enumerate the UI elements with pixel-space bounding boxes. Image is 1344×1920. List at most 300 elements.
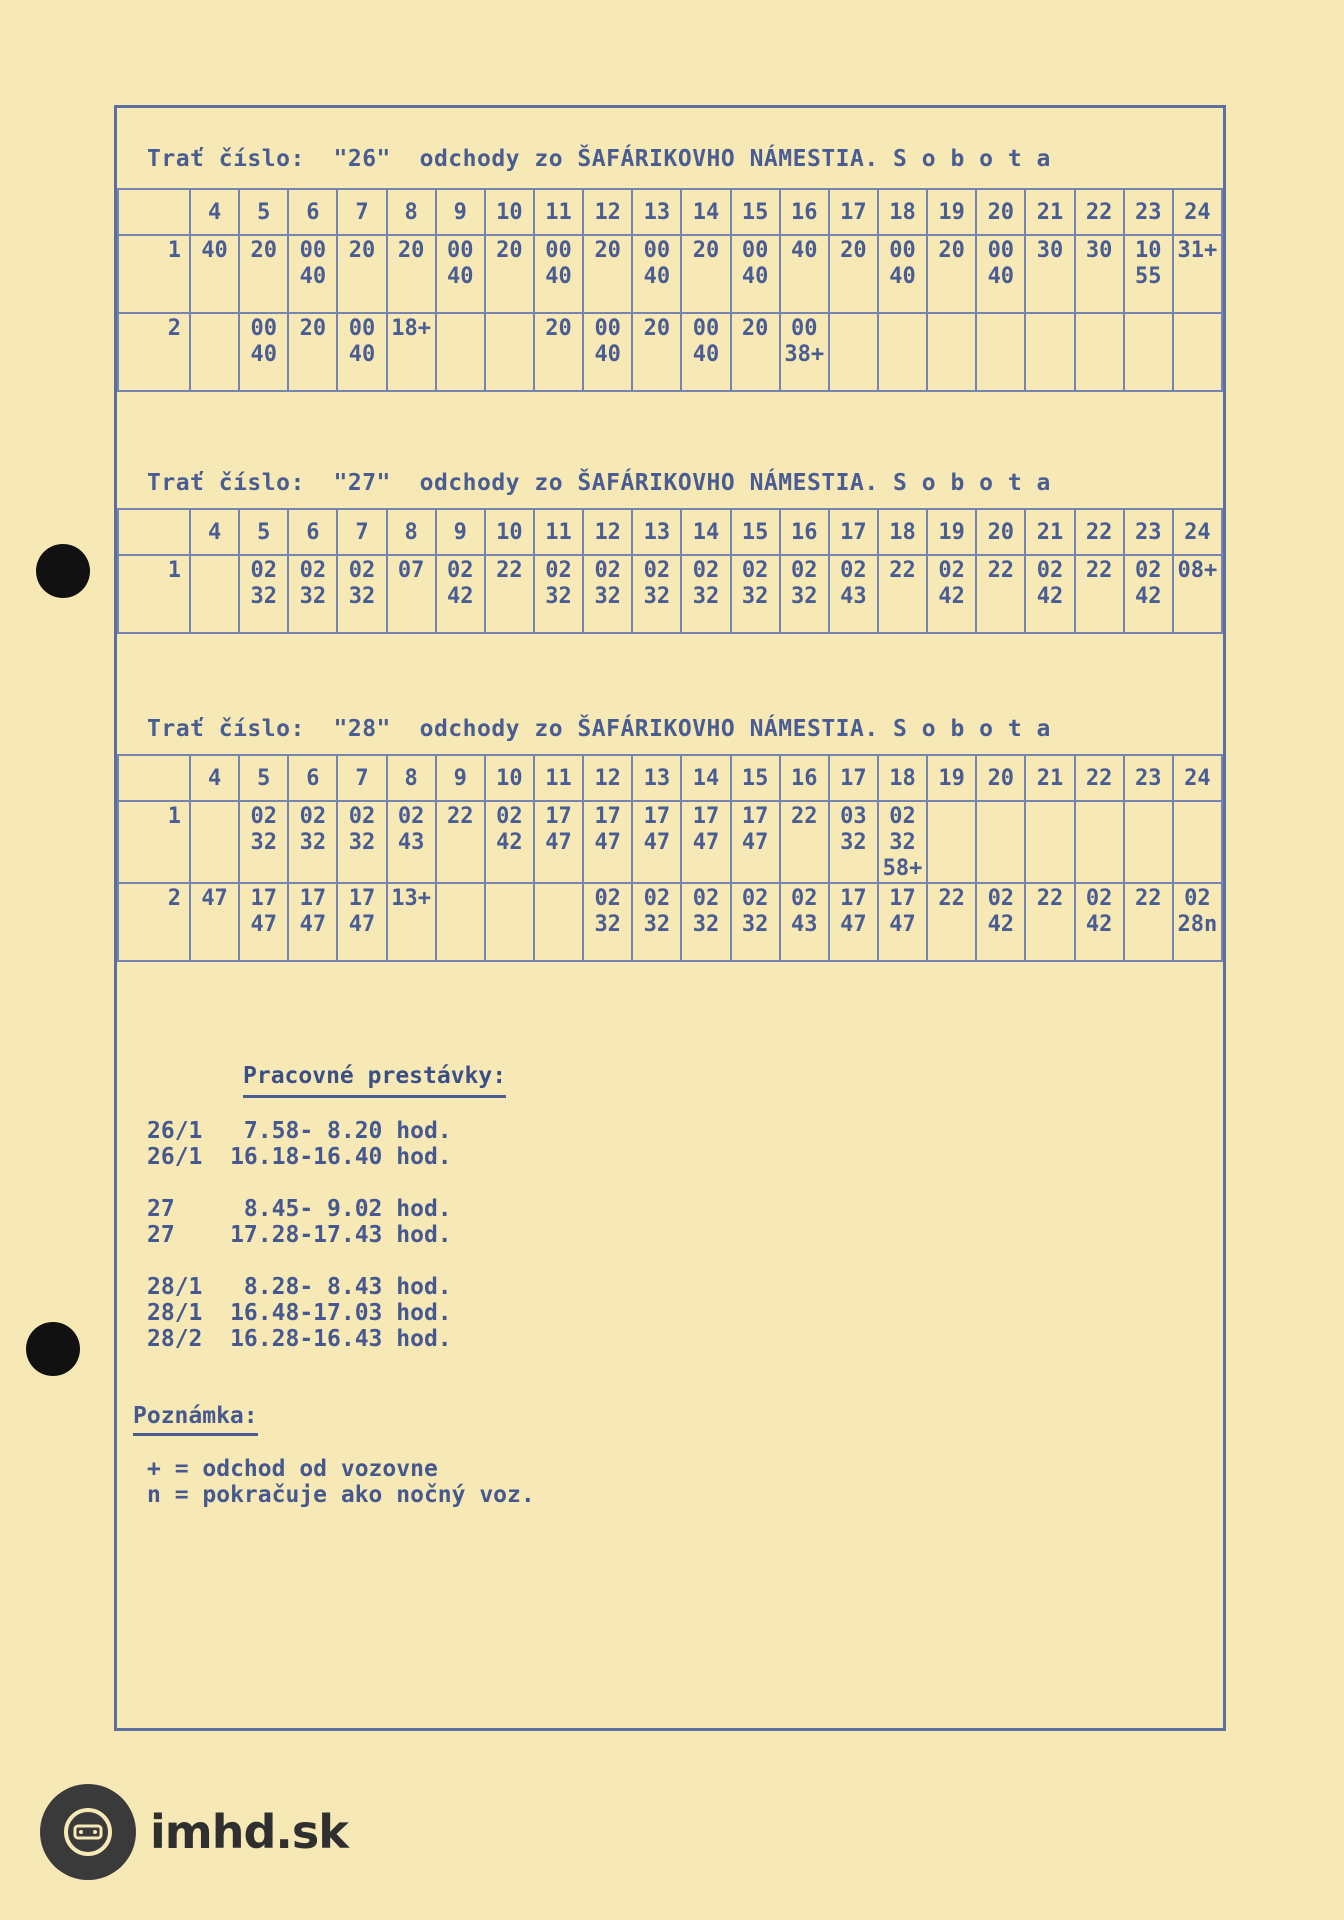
departure-cell xyxy=(927,313,976,391)
departure-minute: 00 xyxy=(643,238,671,263)
departure-cell xyxy=(1075,235,1124,313)
departure-minute: 17 xyxy=(889,886,916,911)
departure-minute: 32 xyxy=(594,912,621,937)
hour-header: 22 xyxy=(1075,189,1124,235)
departure-minute: 02 xyxy=(250,804,277,829)
departure-minute: 22 xyxy=(447,804,474,829)
departure-minute: 32 xyxy=(692,912,720,937)
hour-header: 6 xyxy=(288,509,337,555)
breaks-heading: Pracovné prestávky: xyxy=(243,1063,506,1098)
departure-minute: 40 xyxy=(348,342,376,367)
departure-cell xyxy=(1173,801,1222,883)
hour-header: 23 xyxy=(1124,189,1173,235)
departure-cell xyxy=(534,235,583,313)
departure-cell xyxy=(436,883,485,961)
departure-cell xyxy=(829,313,878,391)
departure-cell xyxy=(632,883,681,961)
hour-header: 5 xyxy=(239,189,288,235)
departure-cell xyxy=(1075,801,1124,883)
departure-minute: 02 xyxy=(250,558,277,583)
hour-header: 15 xyxy=(731,189,780,235)
departure-minute: 30 xyxy=(1036,238,1064,263)
departure-cell xyxy=(1124,313,1173,391)
departure-cell xyxy=(485,555,534,633)
hour-header: 21 xyxy=(1025,755,1074,801)
hour-header: 16 xyxy=(780,509,829,555)
hour-header: 24 xyxy=(1173,755,1222,801)
departure-cell xyxy=(632,313,681,391)
departure-minute: 32 xyxy=(643,584,671,609)
departure-minute: 02 xyxy=(299,558,327,583)
departure-cell xyxy=(190,883,239,961)
hour-header: 22 xyxy=(1075,509,1124,555)
departure-minute: 28n xyxy=(1177,912,1218,937)
departure-minute: 47 xyxy=(643,830,671,855)
departure-minute: 32 xyxy=(741,584,769,609)
departure-minute: 47 xyxy=(250,912,277,937)
departure-minute: 40 xyxy=(250,342,277,367)
departure-cell xyxy=(337,313,386,391)
departure-minute: 40 xyxy=(791,238,818,263)
hour-header: 22 xyxy=(1075,755,1124,801)
departure-minute: 02 xyxy=(643,886,671,911)
departure-cell xyxy=(387,555,436,633)
hour-header: 18 xyxy=(878,189,927,235)
hour-header: 19 xyxy=(927,755,976,801)
departure-minute: 02 xyxy=(496,804,523,829)
departure-minute: 40 xyxy=(594,342,621,367)
hour-header: 15 xyxy=(731,755,780,801)
hour-header: 6 xyxy=(288,755,337,801)
departure-cell xyxy=(387,313,436,391)
departure-minute: 00 xyxy=(348,316,376,341)
departure-cell xyxy=(583,801,632,883)
route-26-table xyxy=(117,188,1223,392)
departure-cell xyxy=(976,313,1025,391)
departure-minute: 20 xyxy=(545,316,572,341)
hour-header: 4 xyxy=(190,189,239,235)
departure-minute: 22 xyxy=(889,558,916,583)
departure-minute: 07 xyxy=(397,558,425,583)
departure-minute: 47 xyxy=(348,912,376,937)
header-corner xyxy=(118,189,190,235)
hour-header: 14 xyxy=(681,509,730,555)
bus-pin-icon xyxy=(40,1784,136,1880)
departure-cell xyxy=(731,883,780,961)
row-label: 1 xyxy=(118,235,190,313)
departure-cell xyxy=(731,313,780,391)
departure-minute: 02 xyxy=(348,804,376,829)
departure-cell xyxy=(829,883,878,961)
table-row xyxy=(118,801,1222,883)
departure-minute: 40 xyxy=(545,264,572,289)
departure-cell xyxy=(534,801,583,883)
departure-cell xyxy=(485,313,534,391)
departure-minute: 02 xyxy=(741,886,769,911)
hour-header: 16 xyxy=(780,189,829,235)
departure-minute: 02 xyxy=(692,558,720,583)
departure-minute: 17 xyxy=(299,886,327,911)
hour-header: 7 xyxy=(337,755,386,801)
hour-header: 10 xyxy=(485,755,534,801)
break-row: 27 17.28-17.43 hod. xyxy=(147,1222,452,1248)
hour-header: 13 xyxy=(632,755,681,801)
departure-minute: 03 xyxy=(840,804,867,829)
departure-minute: 32 xyxy=(889,830,916,855)
departure-minute: 02 xyxy=(299,804,327,829)
departure-cell xyxy=(927,883,976,961)
departure-cell xyxy=(239,313,288,391)
departure-minute: 40 xyxy=(889,264,916,289)
row-label: 2 xyxy=(118,313,190,391)
departure-minute: 32 xyxy=(791,584,818,609)
hour-header: 5 xyxy=(239,509,288,555)
departure-cell xyxy=(878,883,927,961)
hour-header: 18 xyxy=(878,509,927,555)
hour-header: 17 xyxy=(829,189,878,235)
hour-header: 11 xyxy=(534,509,583,555)
departure-cell xyxy=(337,883,386,961)
punch-hole-top xyxy=(36,544,90,598)
hour-header: 11 xyxy=(534,189,583,235)
route-28-table xyxy=(117,754,1223,962)
departure-minute: 17 xyxy=(594,804,621,829)
departure-cell xyxy=(337,555,386,633)
departure-cell xyxy=(927,555,976,633)
departure-cell xyxy=(337,801,386,883)
departure-minute: 02 xyxy=(397,804,425,829)
departure-minute: 02 xyxy=(1134,558,1162,583)
hour-header-row xyxy=(118,189,1222,235)
departure-cell xyxy=(387,883,436,961)
departure-cell xyxy=(878,555,927,633)
departure-minute: 18+ xyxy=(391,316,431,341)
departure-minute: 55 xyxy=(1134,264,1162,289)
departure-minute: 42 xyxy=(1036,584,1064,609)
departure-minute: 32 xyxy=(545,584,572,609)
hour-header: 12 xyxy=(583,509,632,555)
departure-minute: 02 xyxy=(938,558,965,583)
departure-cell xyxy=(1173,555,1222,633)
departure-minute: 47 xyxy=(299,912,327,937)
departure-minute: 47 xyxy=(840,912,867,937)
departure-minute: 40 xyxy=(299,264,327,289)
break-row: 28/2 16.28-16.43 hod. xyxy=(147,1326,452,1352)
departure-minute: 32 xyxy=(299,584,327,609)
departure-cell xyxy=(878,235,927,313)
departure-minute: 17 xyxy=(348,886,376,911)
departure-cell xyxy=(387,801,436,883)
departure-cell xyxy=(681,801,730,883)
departure-minute: 13+ xyxy=(391,886,431,911)
departure-minute: 22 xyxy=(1036,886,1064,911)
departure-minute: 47 xyxy=(741,830,769,855)
departure-minute: 42 xyxy=(938,584,965,609)
departure-minute: 17 xyxy=(692,804,720,829)
hour-header: 20 xyxy=(976,509,1025,555)
departure-minute: 32 xyxy=(840,830,867,855)
departure-cell xyxy=(780,555,829,633)
departure-minute: 00 xyxy=(741,238,769,263)
departure-minute: 43 xyxy=(791,912,818,937)
departure-cell xyxy=(632,235,681,313)
departure-minute: 02 xyxy=(594,886,621,911)
departure-minute: 17 xyxy=(250,886,277,911)
hour-header: 19 xyxy=(927,509,976,555)
departure-minute: 32 xyxy=(348,830,376,855)
departure-minute: 00 xyxy=(889,238,916,263)
departure-cell xyxy=(190,313,239,391)
departure-minute: 00 xyxy=(545,238,572,263)
break-row: 27 8.45- 9.02 hod. xyxy=(147,1196,452,1222)
hour-header: 17 xyxy=(829,755,878,801)
departure-minute: 20 xyxy=(496,238,523,263)
departure-cell xyxy=(632,801,681,883)
departure-cell xyxy=(288,555,337,633)
departure-minute: 02 xyxy=(791,558,818,583)
logo-text: imhd.sk xyxy=(150,1805,348,1859)
hour-header: 20 xyxy=(976,755,1025,801)
departure-minute: 31+ xyxy=(1177,238,1218,263)
hour-header: 4 xyxy=(190,755,239,801)
hour-header: 8 xyxy=(387,509,436,555)
departure-minute: 43 xyxy=(397,830,425,855)
departure-minute: 00 xyxy=(791,316,818,341)
hour-header: 10 xyxy=(485,189,534,235)
departure-cell xyxy=(1075,883,1124,961)
departure-cell xyxy=(1124,883,1173,961)
hour-header: 4 xyxy=(190,509,239,555)
departure-cell xyxy=(731,555,780,633)
departure-minute: 17 xyxy=(741,804,769,829)
departure-cell xyxy=(731,801,780,883)
hour-header: 23 xyxy=(1124,509,1173,555)
departure-minute: 30 xyxy=(1085,238,1113,263)
table-row xyxy=(118,235,1222,313)
departure-cell xyxy=(780,883,829,961)
departure-cell xyxy=(190,801,239,883)
row-label: 1 xyxy=(118,801,190,883)
hour-header: 13 xyxy=(632,509,681,555)
departure-minute: 32 xyxy=(741,912,769,937)
row-label: 1 xyxy=(118,555,190,633)
departure-minute: 32 xyxy=(643,912,671,937)
departure-cell xyxy=(1124,555,1173,633)
departure-minute: 42 xyxy=(1134,584,1162,609)
departure-minute: 02 xyxy=(1085,886,1113,911)
departure-cell xyxy=(1173,313,1222,391)
departure-minute: 02 xyxy=(594,558,621,583)
departure-cell xyxy=(1075,313,1124,391)
departure-minute: 08+ xyxy=(1177,558,1218,583)
departure-minute: 42 xyxy=(447,584,474,609)
hour-header: 9 xyxy=(436,189,485,235)
route-27-title: Trať číslo: "27" odchody zo ŠAFÁRIKOVHO NÁMESTIA. S o b o t a xyxy=(147,470,1051,496)
departure-cell xyxy=(976,883,1025,961)
departure-cell xyxy=(288,235,337,313)
departure-minute: 02 xyxy=(545,558,572,583)
break-row: 26/1 16.18-16.40 hod. xyxy=(147,1144,452,1170)
departure-minute: 40 xyxy=(201,238,228,263)
departure-minute: 00 xyxy=(594,316,621,341)
hour-header: 19 xyxy=(927,189,976,235)
hour-header: 9 xyxy=(436,509,485,555)
departure-cell xyxy=(780,801,829,883)
hour-header: 16 xyxy=(780,755,829,801)
departure-minute: 32 xyxy=(594,584,621,609)
departure-minute: 02 xyxy=(840,558,867,583)
departure-minute: 32 xyxy=(250,584,277,609)
departure-cell xyxy=(288,883,337,961)
departure-minute: 00 xyxy=(299,238,327,263)
table-row xyxy=(118,313,1222,391)
departure-cell xyxy=(436,235,485,313)
departure-cell xyxy=(1025,235,1074,313)
departure-cell xyxy=(1075,555,1124,633)
hour-header: 21 xyxy=(1025,509,1074,555)
hour-header: 11 xyxy=(534,755,583,801)
departure-cell xyxy=(1124,801,1173,883)
departure-cell xyxy=(583,235,632,313)
departure-cell xyxy=(976,555,1025,633)
departure-cell xyxy=(681,883,730,961)
route-26-title: Trať číslo: "26" odchody zo ŠAFÁRIKOVHO NÁMESTIA. S o b o t a xyxy=(147,146,1051,172)
departure-minute: 20 xyxy=(643,316,671,341)
departure-cell xyxy=(1025,801,1074,883)
hour-header: 8 xyxy=(387,755,436,801)
break-row: 28/1 16.48-17.03 hod. xyxy=(147,1300,452,1326)
departure-minute: 02 xyxy=(741,558,769,583)
departure-cell xyxy=(190,555,239,633)
departure-cell xyxy=(534,555,583,633)
departure-cell xyxy=(239,883,288,961)
departure-minute: 42 xyxy=(987,912,1015,937)
departure-cell xyxy=(878,801,927,883)
departure-cell xyxy=(829,801,878,883)
hour-header: 21 xyxy=(1025,189,1074,235)
hour-header: 24 xyxy=(1173,189,1222,235)
route-28-title: Trať číslo: "28" odchody zo ŠAFÁRIKOVHO NÁMESTIA. S o b o t a xyxy=(147,716,1051,742)
departure-cell xyxy=(1173,235,1222,313)
departure-minute: 22 xyxy=(1085,558,1113,583)
departure-cell xyxy=(927,801,976,883)
departure-minute: 42 xyxy=(496,830,523,855)
departure-cell xyxy=(829,235,878,313)
departure-minute: 02 xyxy=(987,886,1015,911)
departure-minute: 47 xyxy=(692,830,720,855)
hour-header: 12 xyxy=(583,189,632,235)
departure-cell xyxy=(583,555,632,633)
note-line: n = pokračuje ako nočný voz. xyxy=(147,1482,535,1508)
departure-cell xyxy=(1025,555,1074,633)
hour-header: 17 xyxy=(829,509,878,555)
departure-cell xyxy=(337,235,386,313)
departure-cell xyxy=(878,313,927,391)
departure-minute: 40 xyxy=(741,264,769,289)
departure-cell xyxy=(387,235,436,313)
hour-header: 8 xyxy=(387,189,436,235)
departure-cell xyxy=(239,801,288,883)
hour-header: 20 xyxy=(976,189,1025,235)
departure-cell xyxy=(632,555,681,633)
departure-minute: 00 xyxy=(250,316,277,341)
hour-header: 14 xyxy=(681,189,730,235)
departure-minute: 32 xyxy=(692,584,720,609)
departure-cell xyxy=(436,801,485,883)
departure-cell xyxy=(583,313,632,391)
header-corner xyxy=(118,755,190,801)
departure-cell xyxy=(780,313,829,391)
departure-cell xyxy=(681,555,730,633)
hour-header: 24 xyxy=(1173,509,1222,555)
hour-header: 14 xyxy=(681,755,730,801)
departure-minute: 20 xyxy=(397,238,425,263)
departure-minute: 02 xyxy=(1036,558,1064,583)
departure-minute: 10 xyxy=(1134,238,1162,263)
departure-cell xyxy=(190,235,239,313)
departure-minute: 40 xyxy=(643,264,671,289)
hour-header-row xyxy=(118,509,1222,555)
hour-header: 15 xyxy=(731,509,780,555)
departure-minute: 22 xyxy=(938,886,965,911)
departure-minute: 20 xyxy=(250,238,277,263)
departure-minute: 17 xyxy=(840,886,867,911)
note-line: + = odchod od vozovne xyxy=(147,1456,438,1482)
hour-header-row xyxy=(118,755,1222,801)
departure-minute: 58+ xyxy=(882,856,923,881)
departure-cell xyxy=(1025,313,1074,391)
departure-minute: 22 xyxy=(987,558,1015,583)
departure-cell xyxy=(534,883,583,961)
departure-minute: 02 xyxy=(1184,886,1211,911)
departure-cell xyxy=(1025,883,1074,961)
departure-cell xyxy=(927,235,976,313)
departure-minute: 17 xyxy=(545,804,572,829)
departure-minute: 20 xyxy=(299,316,327,341)
departure-minute: 02 xyxy=(447,558,474,583)
departure-cell xyxy=(829,555,878,633)
departure-minute: 00 xyxy=(987,238,1015,263)
timetable-sheet xyxy=(114,105,1226,1731)
table-row xyxy=(118,555,1222,633)
departure-minute: 17 xyxy=(643,804,671,829)
hour-header: 10 xyxy=(485,509,534,555)
departure-minute: 22 xyxy=(791,804,818,829)
departure-cell xyxy=(485,801,534,883)
hour-header: 18 xyxy=(878,755,927,801)
departure-minute: 42 xyxy=(1085,912,1113,937)
break-row: 28/1 8.28- 8.43 hod. xyxy=(147,1274,452,1300)
departure-minute: 43 xyxy=(840,584,867,609)
departure-cell xyxy=(681,313,730,391)
departure-cell xyxy=(436,313,485,391)
departure-cell xyxy=(239,555,288,633)
departure-minute: 20 xyxy=(594,238,621,263)
punch-hole-bottom xyxy=(26,1322,80,1376)
departure-minute: 02 xyxy=(889,804,916,829)
departure-minute: 20 xyxy=(692,238,720,263)
departure-minute: 02 xyxy=(791,886,818,911)
departure-minute: 47 xyxy=(594,830,621,855)
departure-minute: 32 xyxy=(348,584,376,609)
departure-minute: 47 xyxy=(889,912,916,937)
table-row xyxy=(118,883,1222,961)
departure-cell xyxy=(485,883,534,961)
hour-header: 7 xyxy=(337,509,386,555)
imhd-logo[interactable] xyxy=(40,1782,348,1882)
hour-header: 5 xyxy=(239,755,288,801)
hour-header: 12 xyxy=(583,755,632,801)
